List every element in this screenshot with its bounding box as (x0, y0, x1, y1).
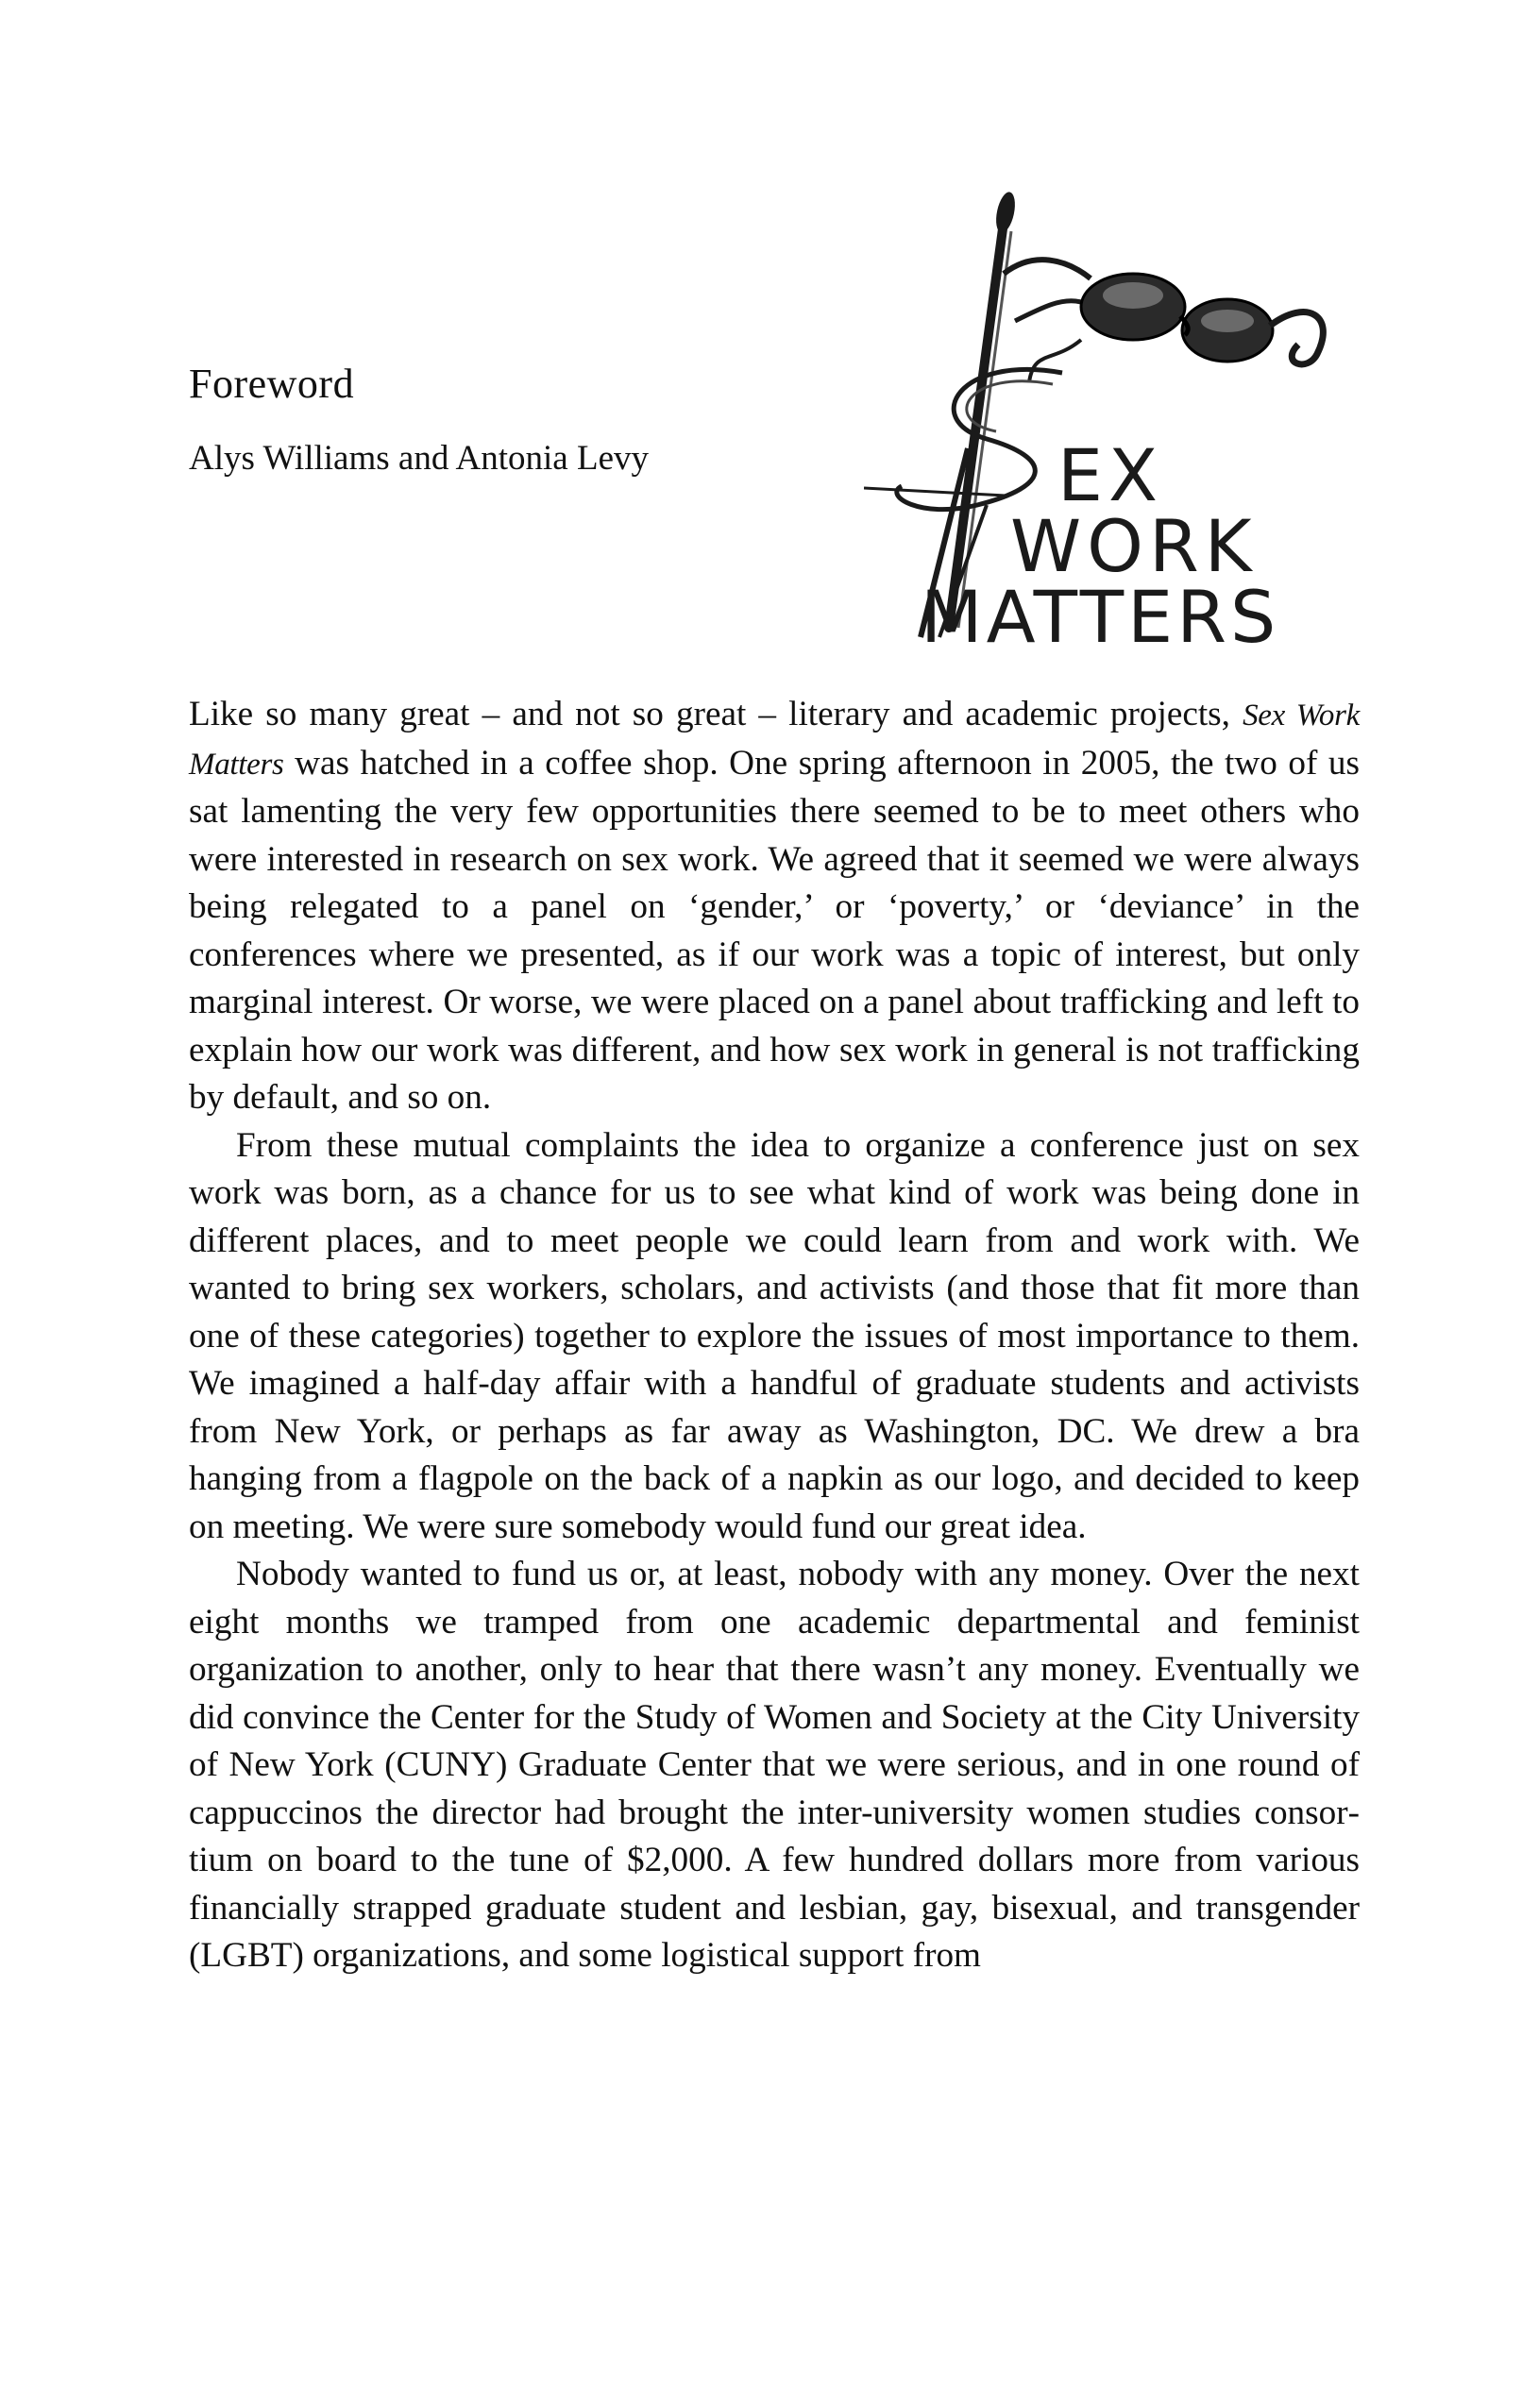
bra-icon (1004, 260, 1323, 382)
heading-block (189, 359, 850, 481)
authors-line: Alys Williams and Antonia Levy (189, 439, 649, 478)
paragraph-1-rest: was hatched in a coffee shop. One spring afternoon in 2005, the two of us sat lamenting the very few opportunities there seemed to be to meet others who were interested in research on sex work. We agreed that it seemed we were always being relegated to a panel on ‘gender,’ or ‘poverty,’ or ‘deviance’ in the conferences where we presented, as if our work was a topic of interest, but only marginal interest. Or worse, we were placed on a panel about trafficking and left to explain how our work was different, and how sex work in general is not trafficking by default, and so on. (189, 743, 1360, 1117)
book-title-italic: Sex Work Matters (189, 699, 1360, 782)
paragraph-1 (189, 691, 1360, 1122)
paragraph-2: From these mutual complaints the idea to organize a conference just on sex work was born, as a chance for us to see what kind of work was being done in different places, and to meet people we could learn from and work with. We wanted to bring sex workers, scholars, and activists (and those that fit more than one of these categories) together to explore the issues of most importance to them. We imagined a half-day affair with a handful of graduate students and activists from New York, or perhaps as far away as Washington, DC. We drew a bra hanging from a flagpole on the back of a napkin as our logo, and decided to keep on meeting. We were sure somebody would fund our great idea. (189, 1125, 1360, 1546)
page-title: Foreword (189, 361, 355, 407)
logo-line-ex: EX (1057, 433, 1164, 517)
logo-line-matters: MATTERS (921, 575, 1280, 656)
flagpole-finial-icon (993, 191, 1019, 235)
paragraph-1-lead: Like so many great – and not so great – literary and academic projects, (189, 695, 1243, 733)
body-text (189, 691, 1360, 1980)
logo-line-work: WORK (1010, 504, 1258, 588)
sex-work-matters-logo (864, 184, 1355, 656)
paragraph-3: Nobody wanted to fund us or, at least, nobody with any money. Over the next eight months we tramped from one academic departmental and feminist organization to another, only to hear that there wasn’t any money. Eventually we did convince the Center for the Study of Women and Society at the City University of New York (CUNY) Graduate Center that we were serious, and in one round of cappuccinos the director had brought the inter-university women studies consortium on board to the tune of $2,000. A few hundred dollars more from various financially strapped graduate student and lesbian, gay, bisexual, and transgender (LGBT) organizations, and some logistical support from (189, 1555, 1360, 1975)
